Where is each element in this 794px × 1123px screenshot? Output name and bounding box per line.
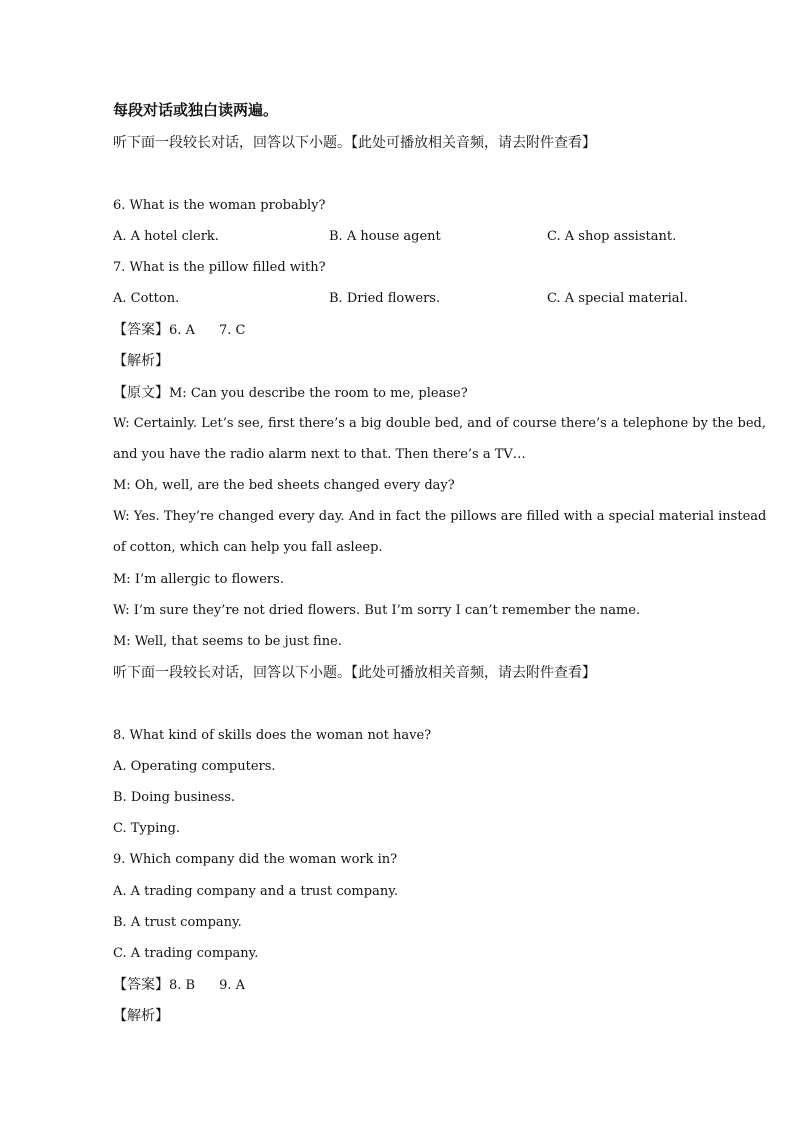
dialogue2-intro: 听下面一段较长对话，回答以下小题。【此处可播放相关音频，请去附件查看】 xyxy=(113,665,596,681)
transcript-text-1: M: Can you describe the room to me, please? xyxy=(169,386,468,401)
answer-9: 9. A xyxy=(219,978,246,993)
q7-option-c: C. A special material. xyxy=(547,291,688,306)
analysis-label-2: 【解析】 xyxy=(113,1008,169,1024)
question-9: 9. Which company did the woman work in? xyxy=(113,852,398,867)
answer-6: 6. A xyxy=(169,323,195,338)
q7-option-b: B. Dried flowers. xyxy=(329,291,441,306)
answer-line-2 xyxy=(113,977,245,994)
transcript-line-8: W: I’m sure they’re not dried flowers. But I’m sorry I can’t remember the name. xyxy=(113,603,641,618)
q8-option-a: A. Operating computers. xyxy=(113,759,276,774)
answer-8: 8. B xyxy=(169,978,196,993)
transcript-label: 【原文】 xyxy=(113,385,169,401)
dialogue1-intro: 听下面一段较长对话，回答以下小题。【此处可播放相关音频，请去附件查看】 xyxy=(113,135,596,151)
transcript-line-6: of cotton, which can help you fall asleep. xyxy=(113,540,383,555)
analysis-label-1: 【解析】 xyxy=(113,353,169,369)
q6-option-b: B. A house agent xyxy=(329,229,441,244)
answer-label: 【答案】 xyxy=(113,322,169,338)
question-7: 7. What is the pillow filled with? xyxy=(113,260,326,275)
q9-option-c: C. A trading company. xyxy=(113,946,259,961)
q8-option-b: B. Doing business. xyxy=(113,790,236,805)
transcript-line-1 xyxy=(113,385,468,402)
question-6: 6. What is the woman probably? xyxy=(113,198,326,213)
transcript-line-4: M: Oh, well, are the bed sheets changed every day? xyxy=(113,478,455,493)
q7-option-a: A. Cotton. xyxy=(113,291,180,306)
section-heading: 每段对话或独白读两遍。 xyxy=(113,101,279,119)
transcript-line-3: and you have the radio alarm next to that. Then there’s a TV… xyxy=(113,447,526,462)
transcript-line-2: W: Certainly. Let’s see, first there’s a big double bed, and of course there’s a telephone by the bed, xyxy=(113,416,766,431)
transcript-line-7: M: I’m allergic to flowers. xyxy=(113,572,284,587)
q8-option-c: C. Typing. xyxy=(113,821,181,836)
transcript-line-5: W: Yes. They’re changed every day. And in fact the pillows are filled with a special material instead xyxy=(113,509,767,524)
answer-7: 7. C xyxy=(218,323,246,338)
q9-option-a: A. A trading company and a trust company. xyxy=(113,884,398,899)
answer-label-2: 【答案】 xyxy=(113,977,169,993)
answer-line-1 xyxy=(113,322,245,339)
q6-option-c: C. A shop assistant. xyxy=(547,229,677,244)
q9-option-b: B. A trust company. xyxy=(113,915,242,930)
q6-option-a: A. A hotel clerk. xyxy=(113,229,219,244)
transcript-line-9: M: Well, that seems to be just fine. xyxy=(113,634,342,649)
question-8: 8. What kind of skills does the woman not have? xyxy=(113,728,432,743)
